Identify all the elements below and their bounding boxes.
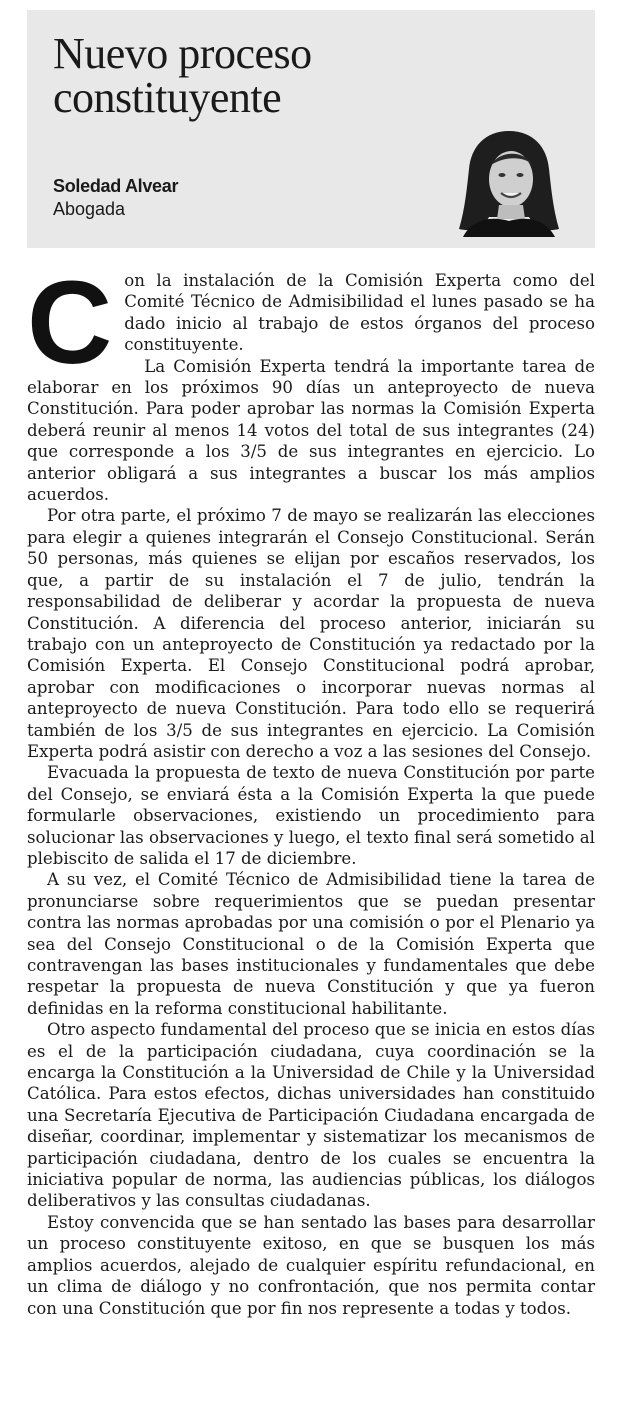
title-line-1: Nuevo proceso (53, 29, 312, 78)
author-portrait-icon (455, 125, 563, 237)
author-role: Abogada (53, 199, 126, 219)
article-body (27, 257, 595, 1319)
paragraph-text: on la instalación de la Comisión Experta como del Comité Técnico de Admisibilidad el lunes pasado se ha dado inicio al trabajo de estos órganos del proceso constituyente. (124, 271, 595, 355)
article-paragraph-6: Otro aspecto fundamental del proceso que se inicia en estos días es el de la participación ciudadana, cuya coordinación se la encarga la Constitución a la Universidad de Chile y la Universidad Católica. Para estos efectos, dichas universidades han constituido una Secretaría Ejecutiva de Participación Ciudadana encargada de diseñar, coordinar, implementar y sistematizar los mecanismos de participación ciudadana, dentro de los cuales se encuentra la iniciativa popular de norma, las audiencias públicas, los diálogos deliberativos y las consultas ciudadanas. (27, 1020, 595, 1211)
header-box (27, 10, 595, 248)
article-paragraph-5: A su vez, el Comité Técnico de Admisibilidad tiene la tarea de pronunciarse sobre requerimientos que se puedan presentar contra las normas aprobadas por una comisión o por el Plenario ya sea del Consejo Constitucional o de la Comisión Experta que contravengan las bases institucionales y fundamentales que debe respetar la propuesta de nueva Constitución y que ya fueron definidas en la reforma constitucional habilitante. (27, 870, 595, 1018)
article-paragraph-4: Evacuada la propuesta de texto de nueva Constitución por parte del Consejo, se enviará ésta a la Comisión Experta la que puede formularle observaciones, existiendo un procedimiento para solucionar las observaciones y luego, el texto final será sometido al plebiscito de salida el 17 de diciembre. (27, 763, 595, 868)
drop-cap: C (27, 257, 113, 389)
author-name: Soledad Alvear (53, 176, 179, 196)
article-paragraph-1 (27, 257, 595, 389)
title-line-2: constituyente (53, 73, 282, 122)
article-paragraph-2: La Comisión Experta tendrá la importante tarea de elaborar en los próximos 90 días un anteproyecto de nueva Constitución. Para poder aprobar las normas la Comisión Experta deberá reunir al menos 14 votos del total de sus integrantes (24) que corresponde a los 3/5 de sus integrantes en ejercicio. Lo anterior obligará a sus integrantes a buscar los más amplios acuerdos. (27, 356, 595, 505)
article-paragraph-3: Por otra parte, el próximo 7 de mayo se realizarán las elecciones para elegir a quienes integrarán el Consejo Constitucional. Serán 50 personas, más quienes se elijan por escaños reservados, los que, a partir de su instalación el 7 de julio, tendrán la responsabilidad de deliberar y acordar la propuesta de nueva Constitución. A diferencia del proceso anterior, iniciarán su trabajo con un anteproyecto de Constitución ya redactado por la Comisión Experta. El Consejo Constitucional podrá aprobar, aprobar con modificaciones o incorporar nuevas normas al anteproyecto de nueva Constitución. Para todo ello se requerirá también de los 3/5 de sus integrantes en ejercicio. La Comisión Experta podrá asistir con derecho a voz a las sesiones del Consejo. (27, 506, 595, 761)
article-title (53, 29, 433, 122)
article-paragraph-7: Estoy convencida que se han sentado las bases para desarrollar un proceso constituyente exitoso, en que se busquen los más amplios acuerdos, alejado de cualquier espíritu refundacional, en un clima de diálogo y no confrontación, que nos permita contar con una Constitución que por fin nos represente a todas y todos. (27, 1212, 595, 1318)
